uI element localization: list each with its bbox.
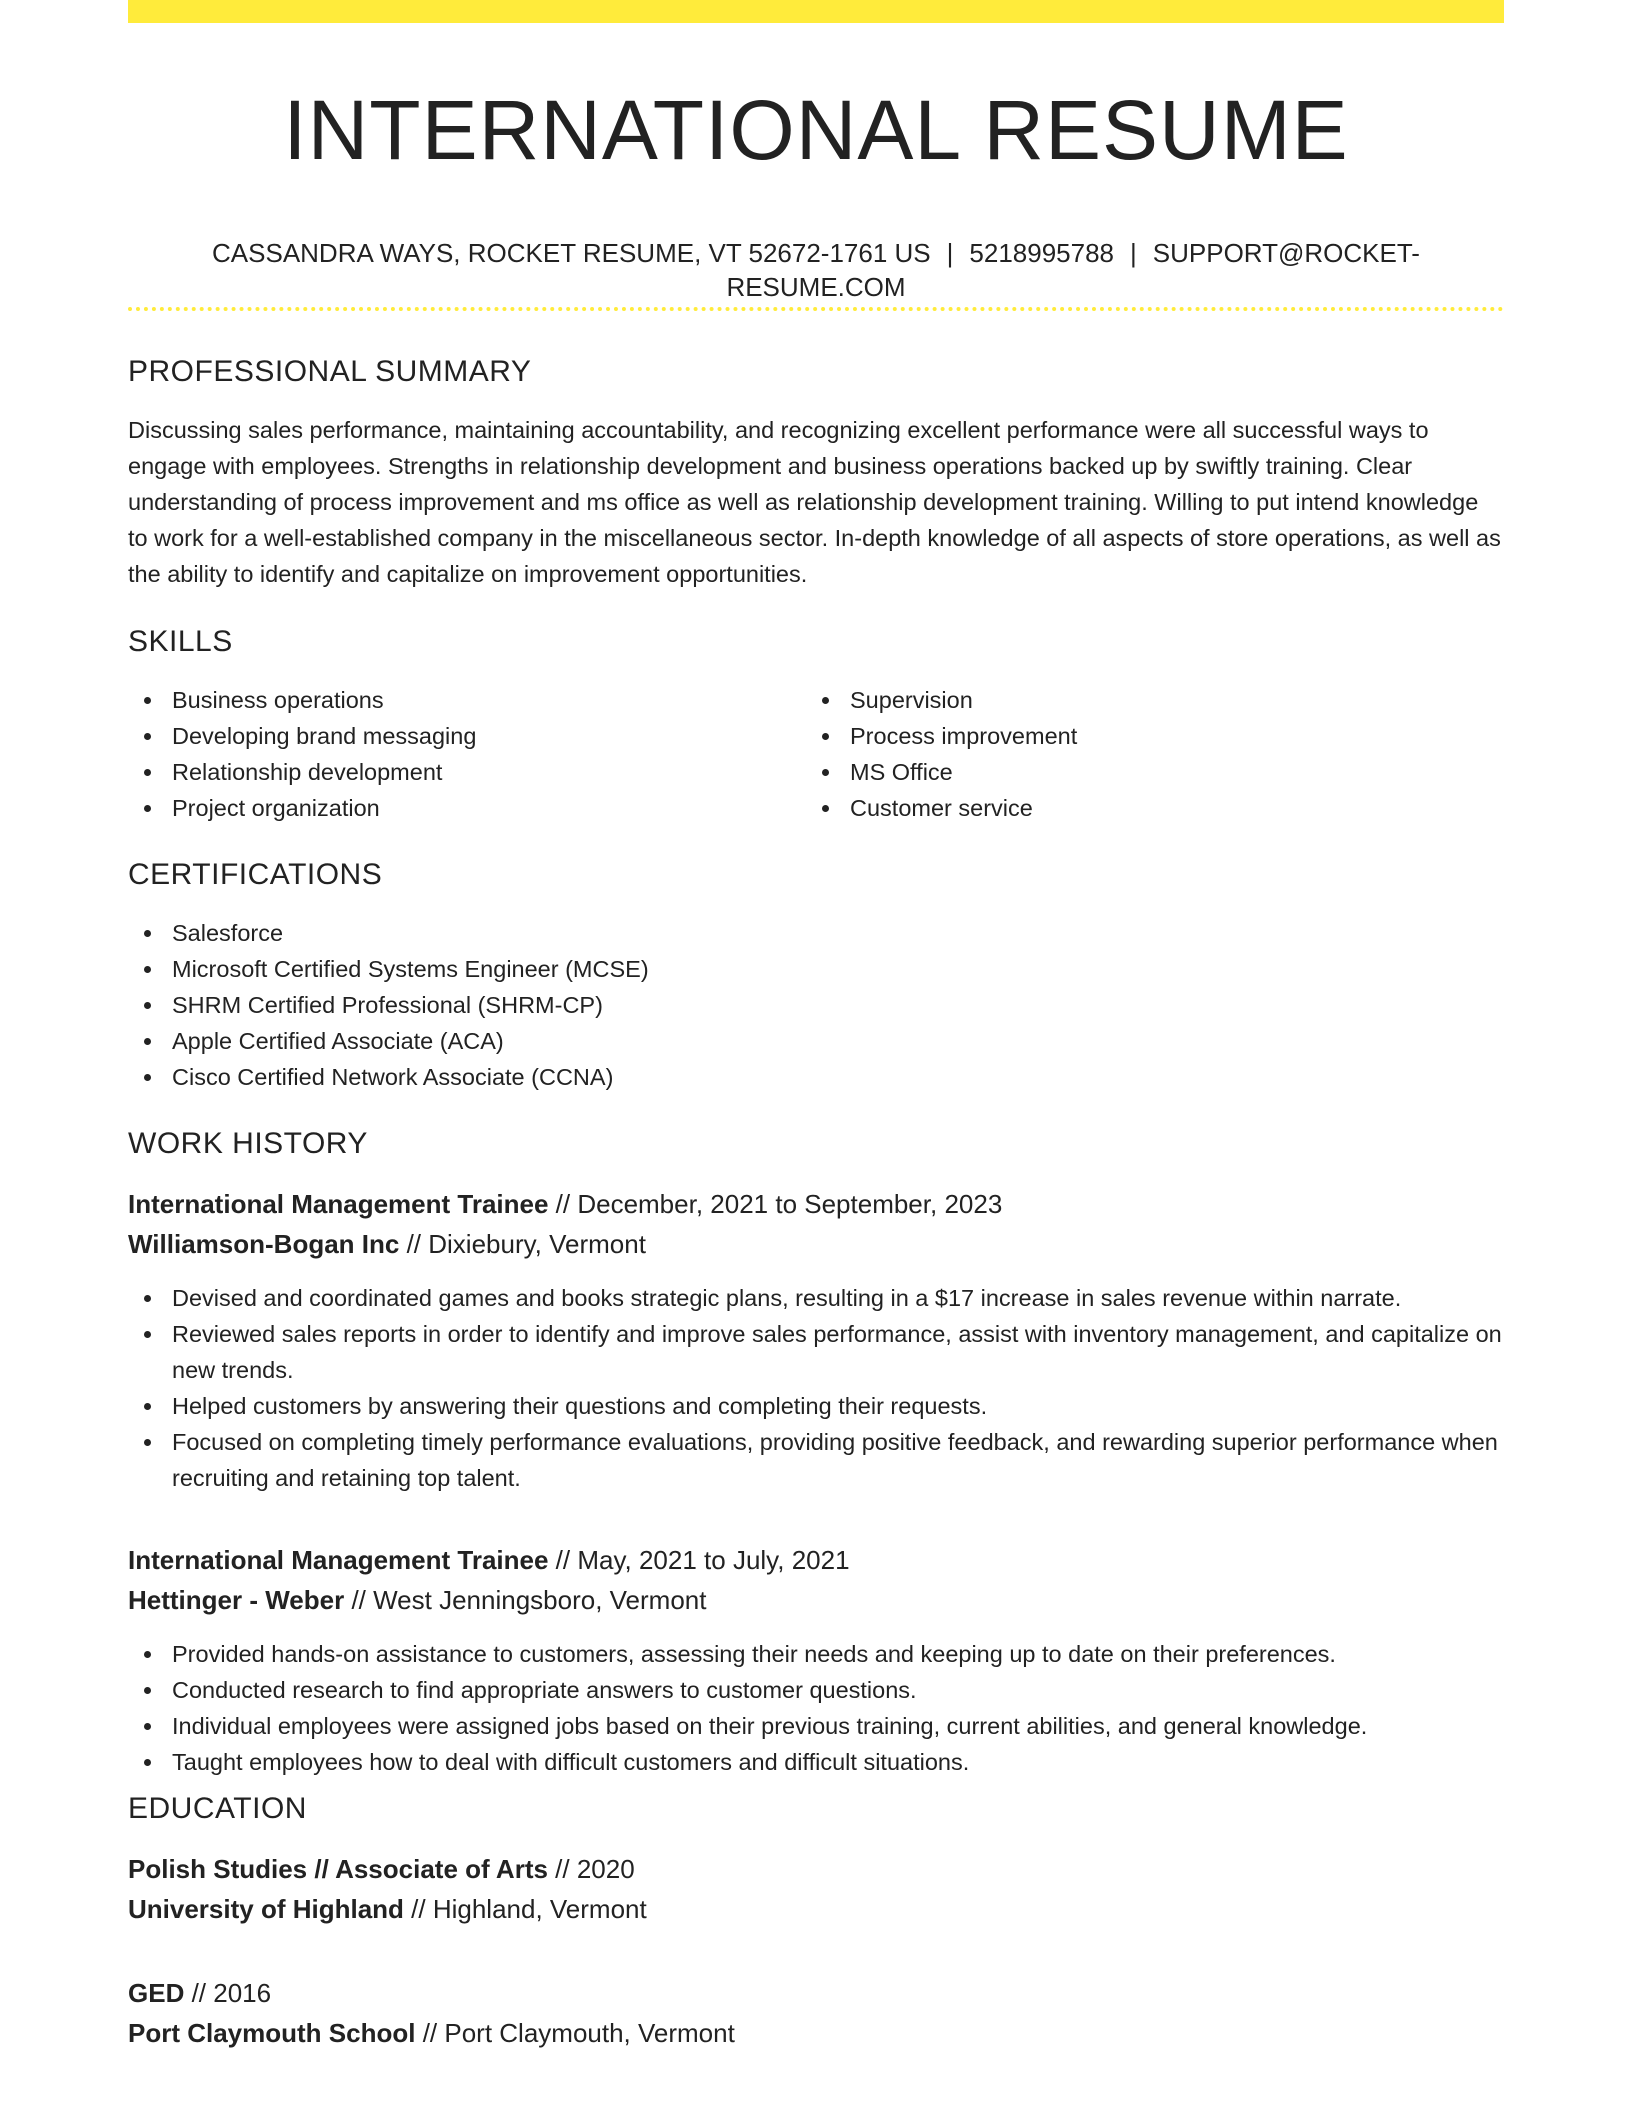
education-entry — [128, 1849, 1504, 1929]
job-duties — [128, 1280, 1504, 1496]
job-company: Hettinger - Weber — [128, 1585, 345, 1615]
school: University of Highland — [128, 1894, 404, 1924]
section-title: CERTIFICATIONS — [128, 858, 383, 891]
summary-text: Discussing sales performance, maintaining accountability, and recognizing excellent performance were all successful ways to engage with employees. Strengths in relationship development and business operations backed up by swiftly training. Clear understanding of process improvement and ms office as well as relationship development training. Willing to put intend knowledge to work for a well-established company in the miscellaneous sector. In-depth knowledge of all aspects of store operations, as well as the ability to identify and capitalize on improvement opportunities. — [128, 417, 1501, 587]
skills-list-left — [128, 682, 806, 826]
list-item: Business operations — [128, 682, 806, 718]
school-line — [128, 1889, 1504, 1929]
list-item: Devised and coordinated games and books strategic plans, resulting in a $17 increase in sales revenue within narrate. — [128, 1280, 1504, 1316]
job-title-line — [128, 1540, 1504, 1580]
work-history-section — [128, 1124, 1504, 1780]
job-company-line — [128, 1580, 1504, 1620]
list-item: SHRM Certified Professional (SHRM-CP) — [128, 987, 1504, 1023]
contact-line — [128, 236, 1504, 304]
education-entry — [128, 1973, 1504, 2053]
section-title: WORK HISTORY — [128, 1127, 368, 1160]
school-line — [128, 2013, 1504, 2053]
job-role: International Management Trainee — [128, 1189, 549, 1219]
header-divider — [128, 307, 1504, 311]
contact-separator: | — [946, 238, 954, 268]
skills-section — [128, 622, 1504, 826]
summary-section — [128, 352, 1504, 592]
education-section — [128, 1789, 1504, 2053]
job-entry — [128, 1184, 1504, 1496]
list-item: Microsoft Certified Systems Engineer (MCSE) — [128, 951, 1504, 987]
school-location: // Highland, Vermont — [403, 1894, 647, 1924]
degree-year: // 2016 — [184, 1978, 272, 2008]
job-title-line — [128, 1184, 1504, 1224]
skills-columns — [128, 682, 1504, 826]
contact-address: CASSANDRA WAYS, ROCKET RESUME, VT 52672-1761 US — [212, 238, 931, 268]
section-title: EDUCATION — [128, 1792, 307, 1825]
skills-list-right — [806, 682, 1484, 826]
certifications-section — [128, 855, 1504, 1095]
list-item: Taught employees how to deal with difficult customers and difficult situations. — [128, 1744, 1504, 1780]
job-company: Williamson-Bogan Inc — [128, 1229, 400, 1259]
list-item: Salesforce — [128, 915, 1504, 951]
list-item: Developing brand messaging — [128, 718, 806, 754]
list-item: Apple Certified Associate (ACA) — [128, 1023, 1504, 1059]
list-item: Conducted research to find appropriate answers to customer questions. — [128, 1672, 1504, 1708]
section-title: SKILLS — [128, 625, 233, 658]
job-role: International Management Trainee — [128, 1545, 549, 1575]
job-dates: // December, 2021 to September, 2023 — [548, 1189, 1003, 1219]
contact-separator: | — [1130, 238, 1137, 268]
school: Port Claymouth School — [128, 2018, 416, 2048]
job-company-line — [128, 1224, 1504, 1264]
job-entry — [128, 1540, 1504, 1780]
contact-email: SUPPORT@ROCKET-RESUME.COM — [726, 238, 1420, 302]
degree-line — [128, 1973, 1504, 2013]
list-item: Cisco Certified Network Associate (CCNA) — [128, 1059, 1504, 1095]
job-dates: // May, 2021 to July, 2021 — [548, 1545, 850, 1575]
degree-line — [128, 1849, 1504, 1889]
resume-title: INTERNATIONAL RESUME — [283, 83, 1349, 177]
job-duties — [128, 1636, 1504, 1780]
list-item: Supervision — [806, 682, 1484, 718]
list-item: Provided hands-on assistance to customers, assessing their needs and keeping up to date on their preferences. — [128, 1636, 1504, 1672]
list-item: Customer service — [806, 790, 1484, 826]
list-item: Project organization — [128, 790, 806, 826]
list-item: Helped customers by answering their questions and completing their requests. — [128, 1388, 1504, 1424]
accent-bar — [128, 0, 1504, 23]
list-item: Reviewed sales reports in order to identify and improve sales performance, assist with inventory management, and capitalize on new trends. — [128, 1316, 1504, 1388]
list-item: Individual employees were assigned jobs based on their previous training, current abilities, and general knowledge. — [128, 1708, 1504, 1744]
degree: GED — [128, 1978, 185, 2008]
degree: Polish Studies // Associate of Arts — [128, 1854, 548, 1884]
list-item: Focused on completing timely performance evaluations, providing positive feedback, and rewarding superior performance when recruiting and retaining top talent. — [128, 1424, 1504, 1496]
job-location: // West Jenningsboro, Vermont — [344, 1585, 707, 1615]
degree-year: // 2020 — [547, 1854, 635, 1884]
list-item: Relationship development — [128, 754, 806, 790]
list-item: Process improvement — [806, 718, 1484, 754]
certifications-list — [128, 915, 1504, 1095]
job-location: // Dixiebury, Vermont — [399, 1229, 646, 1259]
section-title: PROFESSIONAL SUMMARY — [128, 355, 532, 388]
contact-phone: 5218995788 — [969, 238, 1115, 268]
school-location: // Port Claymouth, Vermont — [415, 2018, 735, 2048]
list-item: MS Office — [806, 754, 1484, 790]
